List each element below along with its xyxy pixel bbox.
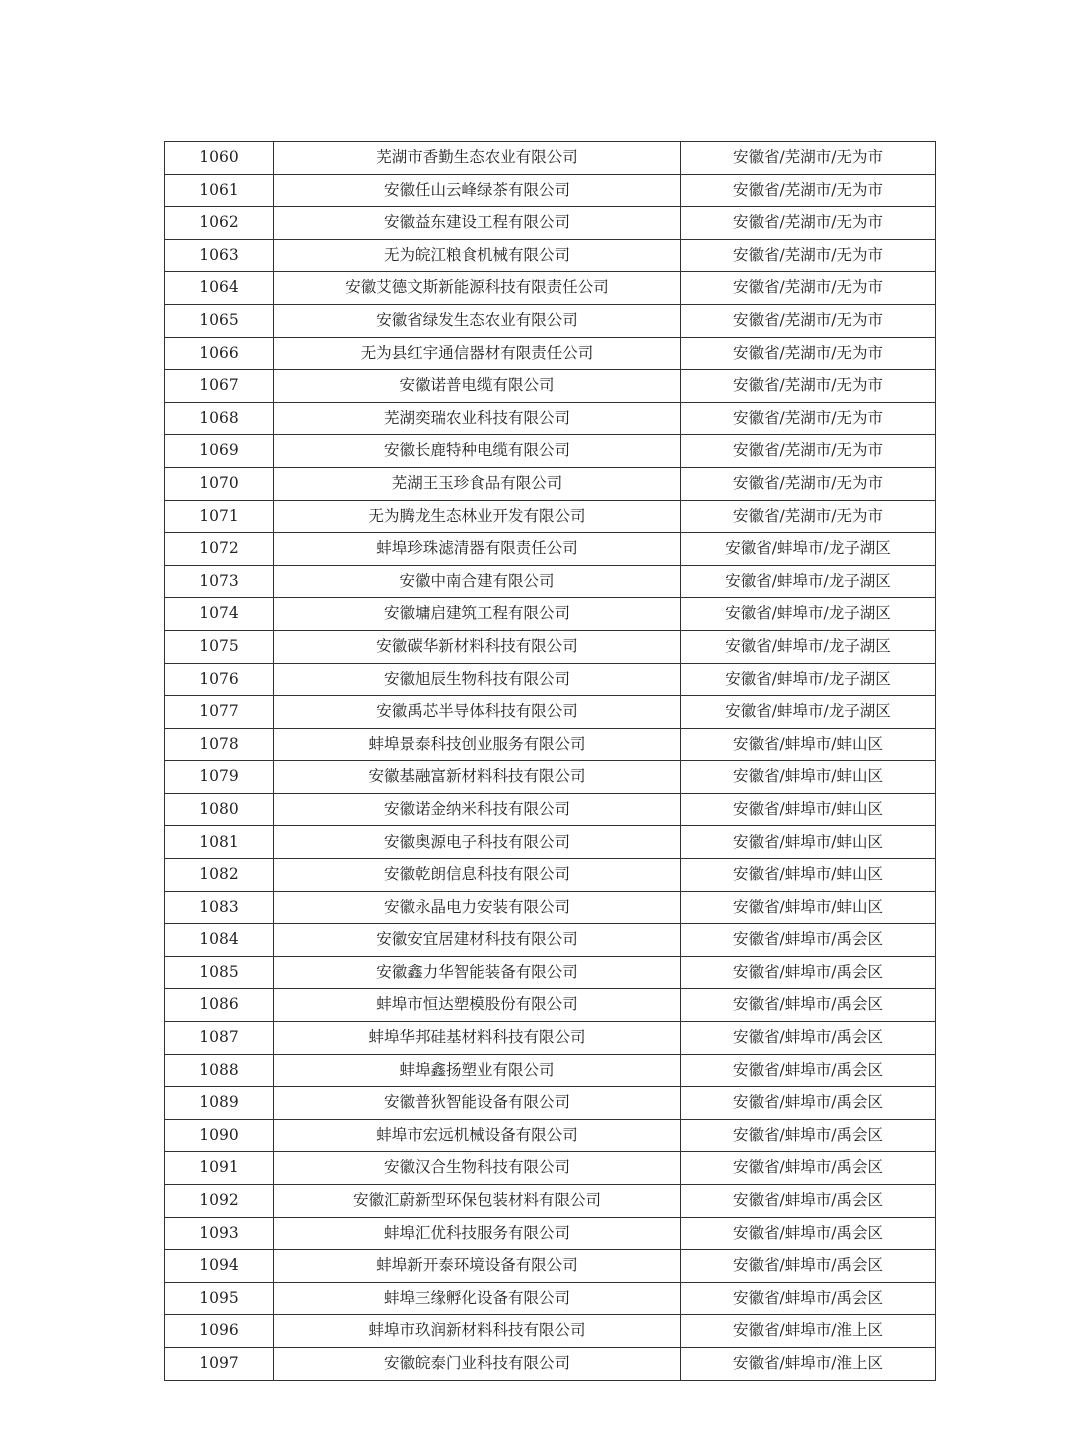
company-region: 安徽省/蚌埠市/蚌山区 [681,859,936,892]
row-number: 1064 [165,272,274,305]
table-row [165,761,936,794]
table-row [165,402,936,435]
table-row [165,1250,936,1283]
row-number: 1062 [165,207,274,240]
row-number: 1096 [165,1315,274,1348]
company-name: 安徽益东建设工程有限公司 [274,207,681,240]
company-name: 无为腾龙生态林业开发有限公司 [274,500,681,533]
table-row [165,1217,936,1250]
company-region: 安徽省/蚌埠市/蚌山区 [681,826,936,859]
table-row [165,370,936,403]
company-region: 安徽省/蚌埠市/龙子湖区 [681,696,936,729]
company-name: 安徽任山云峰绿茶有限公司 [274,174,681,207]
company-list-body [165,142,936,1381]
row-number: 1088 [165,1054,274,1087]
company-region: 安徽省/蚌埠市/龙子湖区 [681,598,936,631]
company-region: 安徽省/蚌埠市/龙子湖区 [681,663,936,696]
company-region: 安徽省/蚌埠市/禹会区 [681,1282,936,1315]
row-number: 1063 [165,239,274,272]
table-row [165,533,936,566]
company-name: 蚌埠汇优科技服务有限公司 [274,1217,681,1250]
company-region: 安徽省/蚌埠市/禹会区 [681,1022,936,1055]
company-name: 蚌埠市宏远机械设备有限公司 [274,1119,681,1152]
table-row [165,891,936,924]
company-region: 安徽省/芜湖市/无为市 [681,402,936,435]
company-region: 安徽省/蚌埠市/龙子湖区 [681,630,936,663]
company-region: 安徽省/蚌埠市/蚌山区 [681,891,936,924]
table-row [165,956,936,989]
table-row [165,598,936,631]
row-number: 1085 [165,956,274,989]
company-region: 安徽省/芜湖市/无为市 [681,239,936,272]
table-row [165,826,936,859]
company-name: 安徽基融富新材料科技有限公司 [274,761,681,794]
company-name: 蚌埠珍珠滤清器有限责任公司 [274,533,681,566]
company-name: 无为县红宇通信器材有限责任公司 [274,337,681,370]
table-row [165,304,936,337]
company-name: 蚌埠华邦硅基材料科技有限公司 [274,1022,681,1055]
table-row [165,239,936,272]
company-name: 芜湖王玉珍食品有限公司 [274,467,681,500]
company-region: 安徽省/蚌埠市/淮上区 [681,1315,936,1348]
company-name: 安徽鑫力华智能装备有限公司 [274,956,681,989]
company-name: 安徽墉启建筑工程有限公司 [274,598,681,631]
company-name: 蚌埠三缘孵化设备有限公司 [274,1282,681,1315]
company-region: 安徽省/芜湖市/无为市 [681,142,936,175]
row-number: 1072 [165,533,274,566]
company-name: 无为皖江粮食机械有限公司 [274,239,681,272]
company-name: 安徽安宜居建材科技有限公司 [274,924,681,957]
company-region: 安徽省/芜湖市/无为市 [681,370,936,403]
table-row [165,663,936,696]
company-name: 安徽奥源电子科技有限公司 [274,826,681,859]
row-number: 1073 [165,565,274,598]
company-name: 安徽普狄智能设备有限公司 [274,1087,681,1120]
table-row [165,989,936,1022]
table-row [165,207,936,240]
row-number: 1077 [165,696,274,729]
company-region: 安徽省/蚌埠市/禹会区 [681,1185,936,1218]
company-name: 安徽旭辰生物科技有限公司 [274,663,681,696]
row-number: 1069 [165,435,274,468]
company-name: 安徽中南合建有限公司 [274,565,681,598]
table-row [165,142,936,175]
company-name: 安徽诺金纳米科技有限公司 [274,793,681,826]
table-row [165,1054,936,1087]
company-region: 安徽省/蚌埠市/禹会区 [681,1119,936,1152]
row-number: 1093 [165,1217,274,1250]
company-region: 安徽省/蚌埠市/禹会区 [681,956,936,989]
company-region: 安徽省/芜湖市/无为市 [681,500,936,533]
row-number: 1081 [165,826,274,859]
table-row [165,1119,936,1152]
company-region: 安徽省/芜湖市/无为市 [681,207,936,240]
company-name: 安徽艾德文斯新能源科技有限责任公司 [274,272,681,305]
table-row [165,435,936,468]
row-number: 1086 [165,989,274,1022]
company-name: 安徽汇蔚新型环保包装材料有限公司 [274,1185,681,1218]
table-row [165,337,936,370]
row-number: 1089 [165,1087,274,1120]
row-number: 1074 [165,598,274,631]
company-region: 安徽省/芜湖市/无为市 [681,174,936,207]
table-row [165,1022,936,1055]
company-name: 蚌埠景泰科技创业服务有限公司 [274,728,681,761]
company-region: 安徽省/芜湖市/无为市 [681,304,936,337]
table-row [165,630,936,663]
row-number: 1094 [165,1250,274,1283]
row-number: 1075 [165,630,274,663]
company-name: 安徽汉合生物科技有限公司 [274,1152,681,1185]
table-row [165,1087,936,1120]
company-name: 安徽皖泰门业科技有限公司 [274,1347,681,1380]
row-number: 1084 [165,924,274,957]
company-name: 安徽禹芯半导体科技有限公司 [274,696,681,729]
table-row [165,859,936,892]
table-row [165,467,936,500]
company-region: 安徽省/蚌埠市/龙子湖区 [681,565,936,598]
company-name: 安徽长鹿特种电缆有限公司 [274,435,681,468]
row-number: 1066 [165,337,274,370]
row-number: 1092 [165,1185,274,1218]
row-number: 1061 [165,174,274,207]
company-region: 安徽省/蚌埠市/禹会区 [681,924,936,957]
table-row [165,1185,936,1218]
row-number: 1083 [165,891,274,924]
table-row [165,793,936,826]
table-row [165,1315,936,1348]
company-region: 安徽省/蚌埠市/禹会区 [681,1087,936,1120]
row-number: 1067 [165,370,274,403]
company-list-table [164,141,936,1381]
company-name: 芜湖市香勤生态农业有限公司 [274,142,681,175]
table-row [165,272,936,305]
table-row [165,1152,936,1185]
table-row [165,174,936,207]
company-region: 安徽省/蚌埠市/禹会区 [681,1152,936,1185]
company-region: 安徽省/蚌埠市/蚌山区 [681,728,936,761]
company-name: 安徽碳华新材料科技有限公司 [274,630,681,663]
company-name: 蚌埠市恒达塑模股份有限公司 [274,989,681,1022]
company-region: 安徽省/蚌埠市/禹会区 [681,1217,936,1250]
company-name: 蚌埠鑫扬塑业有限公司 [274,1054,681,1087]
company-region: 安徽省/蚌埠市/禹会区 [681,1054,936,1087]
row-number: 1068 [165,402,274,435]
company-region: 安徽省/蚌埠市/龙子湖区 [681,533,936,566]
row-number: 1060 [165,142,274,175]
company-region: 安徽省/蚌埠市/禹会区 [681,989,936,1022]
company-region: 安徽省/蚌埠市/淮上区 [681,1347,936,1380]
table-row [165,924,936,957]
company-region: 安徽省/蚌埠市/禹会区 [681,1250,936,1283]
table-row [165,565,936,598]
row-number: 1070 [165,467,274,500]
company-name: 安徽省绿发生态农业有限公司 [274,304,681,337]
row-number: 1065 [165,304,274,337]
company-region: 安徽省/蚌埠市/蚌山区 [681,761,936,794]
company-region: 安徽省/芜湖市/无为市 [681,467,936,500]
company-name: 蚌埠市玖润新材料科技有限公司 [274,1315,681,1348]
row-number: 1090 [165,1119,274,1152]
table-row [165,500,936,533]
company-region: 安徽省/芜湖市/无为市 [681,337,936,370]
company-name: 安徽诺普电缆有限公司 [274,370,681,403]
company-name: 芜湖奕瑞农业科技有限公司 [274,402,681,435]
row-number: 1087 [165,1022,274,1055]
table-row [165,728,936,761]
company-region: 安徽省/芜湖市/无为市 [681,272,936,305]
row-number: 1078 [165,728,274,761]
row-number: 1082 [165,859,274,892]
company-name: 蚌埠新开泰环境设备有限公司 [274,1250,681,1283]
row-number: 1095 [165,1282,274,1315]
company-name: 安徽乾朗信息科技有限公司 [274,859,681,892]
row-number: 1079 [165,761,274,794]
table-row [165,1347,936,1380]
table-row [165,696,936,729]
row-number: 1076 [165,663,274,696]
company-region: 安徽省/蚌埠市/蚌山区 [681,793,936,826]
row-number: 1071 [165,500,274,533]
table-row [165,1282,936,1315]
row-number: 1091 [165,1152,274,1185]
company-region: 安徽省/芜湖市/无为市 [681,435,936,468]
row-number: 1097 [165,1347,274,1380]
row-number: 1080 [165,793,274,826]
company-name: 安徽永晶电力安装有限公司 [274,891,681,924]
